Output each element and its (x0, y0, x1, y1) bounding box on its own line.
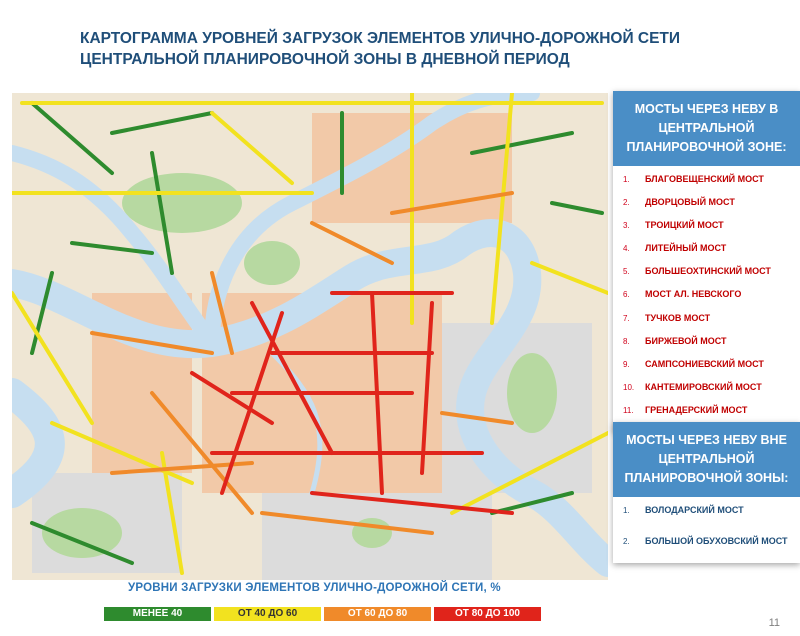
outer-bridges-list (613, 497, 800, 563)
bridge-name: ВОЛОДАРСКИЙ МОСТ (645, 505, 744, 515)
bridge-name: БОЛЬШЕОХТИНСКИЙ МОСТ (645, 266, 771, 277)
bridge-number: 7. (623, 313, 630, 323)
traffic-load-map[interactable] (12, 93, 608, 580)
bridge-name: ТРОИЦКИЙ МОСТ (645, 220, 724, 231)
bridge-number: 10. (623, 382, 635, 392)
map-canvas (12, 93, 608, 580)
bridge-name: КАНТЕМИРОВСКИЙ МОСТ (645, 381, 762, 392)
outer-bridges-heading: МОСТЫ ЧЕРЕЗ НЕВУ ВНЕ ЦЕНТРАЛЬНОЙ ПЛАНИРОВОЧНОЙ ЗОНЫ: (613, 422, 800, 497)
bridge-name: ЛИТЕЙНЫЙ МОСТ (645, 243, 727, 254)
legend-swatch-60-80: ОТ 60 ДО 80 (324, 607, 431, 621)
bridge-name: ДВОРЦОВЫЙ МОСТ (645, 197, 735, 208)
bridge-name: БОЛЬШОЙ ОБУХОВСКИЙ МОСТ (645, 536, 788, 547)
bridge-item (623, 218, 796, 241)
bridge-number: 5. (623, 267, 630, 277)
central-bridges-list (613, 166, 800, 432)
bridge-name: САМПСОНИЕВСКИЙ МОСТ (645, 358, 764, 369)
bridge-number: 3. (623, 221, 630, 231)
bridge-number: 2. (623, 198, 630, 208)
legend (104, 607, 544, 621)
page-number: 11 (768, 617, 780, 629)
slide-title: КАРТОГРАММА УРОВНЕЙ ЗАГРУЗОК ЭЛЕМЕНТОВ УЛИЧНО-ДОРОЖНОЙ СЕТИ ЦЕНТРАЛЬНОЙ ПЛАНИРОВОЧНОЙ ЗОНЫ В ДНЕВНОЙ ПЕРИОД (80, 30, 681, 68)
park-area (122, 173, 242, 233)
bridge-item (623, 534, 796, 557)
bridge-item (623, 503, 796, 526)
bridge-number: 2. (623, 537, 630, 547)
bridge-number: 8. (623, 336, 630, 346)
legend-title: УРОВНИ ЗАГРУЗКИ ЭЛЕМЕНТОВ УЛИЧНО-ДОРОЖНОЙ СЕТИ, % (128, 582, 501, 594)
bridge-name: БЛАГОВЕЩЕНСКИЙ МОСТ (645, 174, 764, 184)
bridge-number: 9. (623, 359, 630, 369)
bridge-number: 11. (623, 405, 634, 415)
bridge-item (623, 264, 796, 287)
legend-swatch-80-100: ОТ 80 ДО 100 (434, 607, 541, 621)
bridge-number: 1. (623, 506, 630, 515)
bridge-item (623, 195, 796, 218)
bridge-item (623, 334, 796, 357)
park-area (507, 353, 557, 433)
bridge-item (623, 241, 796, 264)
bridge-name: МОСТ АЛ. НЕВСКОГО (645, 289, 742, 300)
central-bridges-heading: МОСТЫ ЧЕРЕЗ НЕВУ В ЦЕНТРАЛЬНОЙ ПЛАНИРОВОЧНОЙ ЗОНЕ: (613, 91, 800, 166)
legend-swatch-under-40: МЕНЕЕ 40 (104, 607, 211, 621)
bridge-number: 1. (623, 175, 630, 184)
bridge-item (623, 380, 796, 403)
outer-bridges-panel (613, 422, 800, 563)
bridge-item (623, 357, 796, 380)
legend-swatch-40-60: ОТ 40 ДО 60 (214, 607, 321, 621)
park-area (244, 241, 300, 285)
bridge-number: 4. (623, 244, 630, 254)
bridge-number: 6. (623, 290, 630, 300)
bridge-name: ГРЕНАДЕРСКИЙ МОСТ (645, 404, 748, 415)
bridge-name: БИРЖЕВОЙ МОСТ (645, 335, 727, 346)
bridge-item (623, 311, 796, 334)
bridge-name: ТУЧКОВ МОСТ (645, 312, 711, 323)
central-bridges-panel (613, 91, 800, 432)
bridge-item (623, 172, 796, 195)
bridge-item (623, 287, 796, 310)
